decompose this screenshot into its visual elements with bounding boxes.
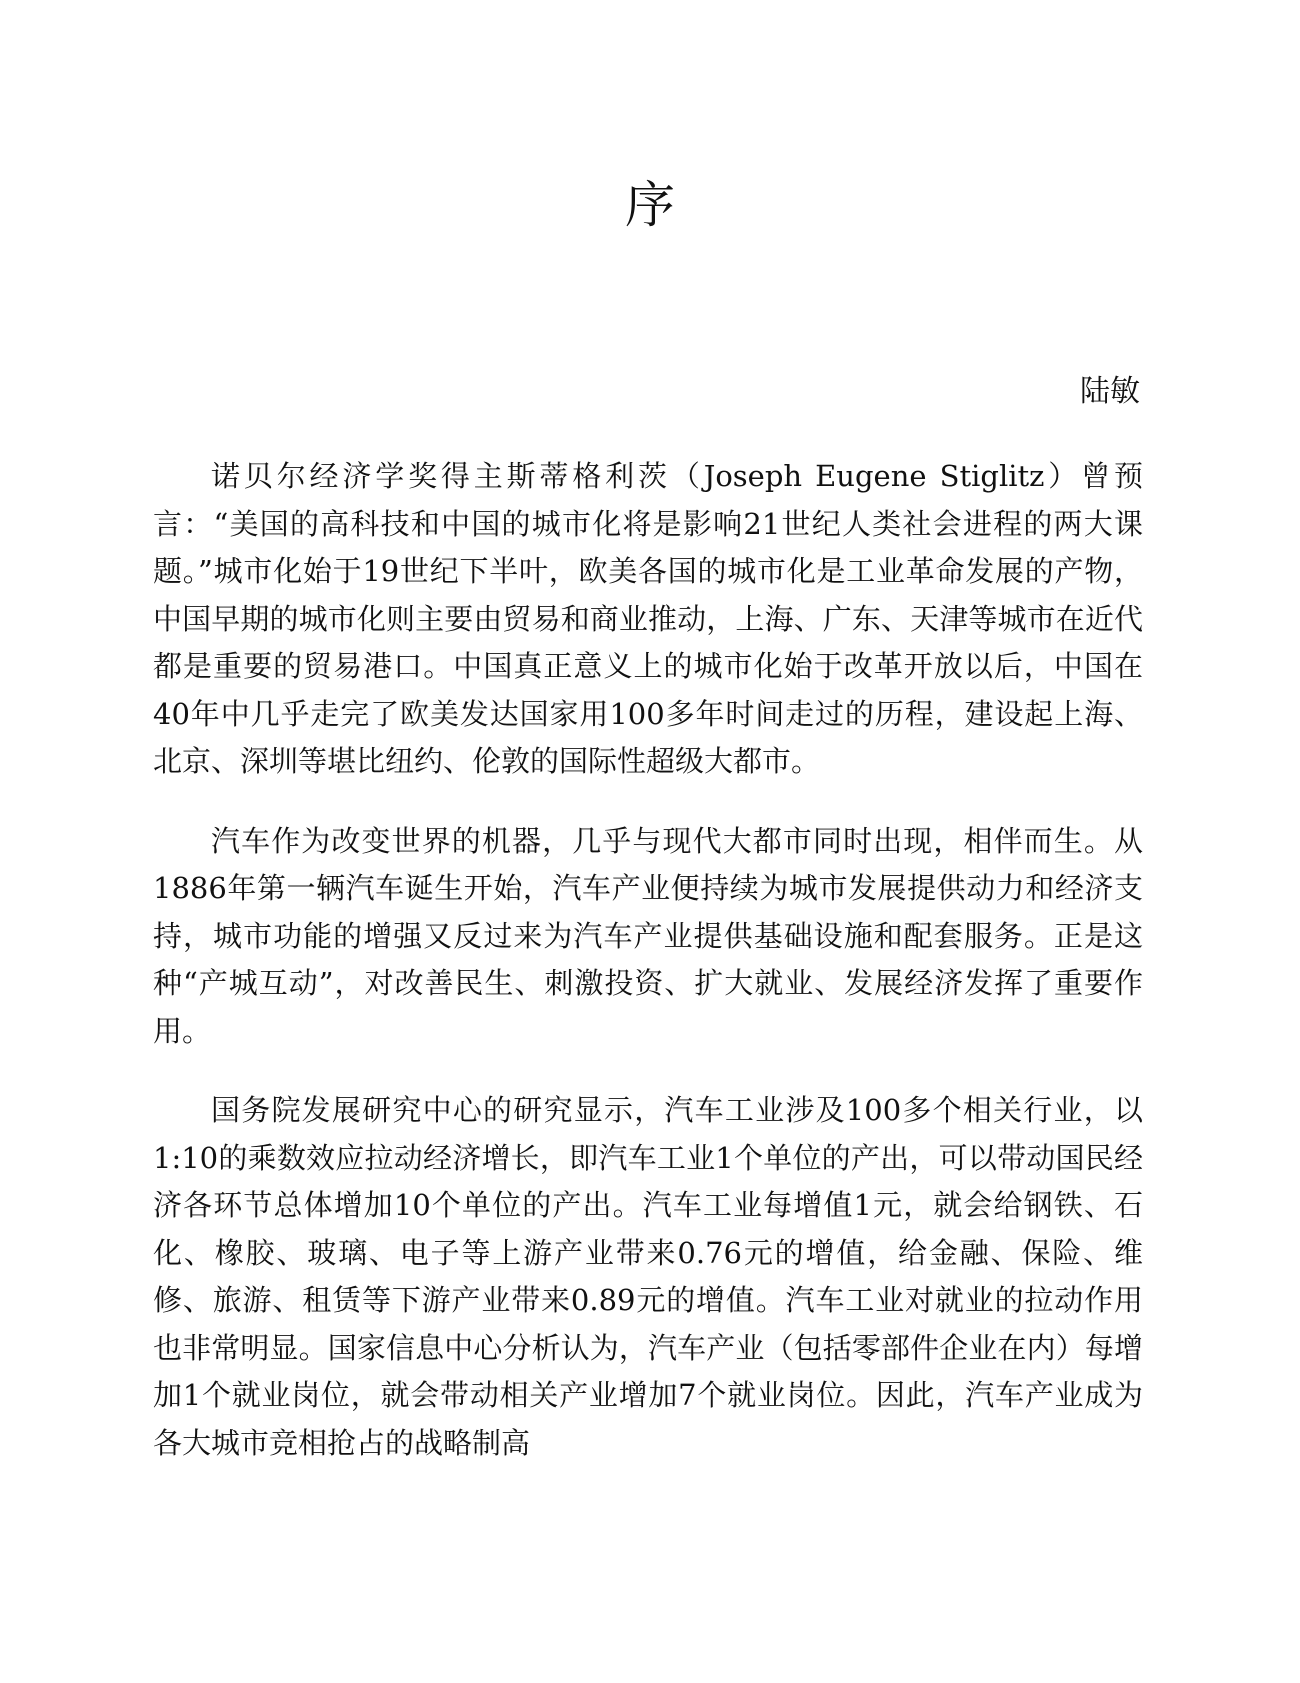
author-name: 陆敏 [1080, 374, 1140, 409]
paragraph-2: 汽车作为改变世界的机器，几乎与现代大都市同时出现，相伴而生。从1886年第一辆汽车诞生开始，汽车产业便持续为城市发展提供动力和经济支持，城市功能的增强又反过来为汽车产业提供基础设施和配套服务。正是这种“产城互动”，对改善民生、刺激投资、扩大就业、发展经济发挥了重要作用。 [153, 823, 1143, 1048]
body-text [153, 453, 1143, 1499]
paragraph-1: 诺贝尔经济学奖得主斯蒂格利茨（Joseph Eugene Stiglitz）曾预言：“美国的高科技和中国的城市化将是影响21世纪人类社会进程的两大课题。”城市化始于19世纪下半叶，欧美各国的城市化是工业革命发展的产物，中国早期的城市化则主要由贸易和商业推动，上海、广东、天津等城市在近代都是重要的贸易港口。中国真正意义上的城市化始于改革开放以后，中国在40年中几乎走完了欧美发达国家用100多年时间走过的历程，建设起上海、北京、深圳等堪比纽约、伦敦的国际性超级大都市。 [153, 459, 1143, 778]
page-title: 序 [625, 176, 675, 234]
paragraph-3: 国务院发展研究中心的研究显示，汽车工业涉及100多个相关行业，以1:10的乘数效应拉动经济增长，即汽车工业1个单位的产出，可以带动国民经济各环节总体增加10个单位的产出。汽车工业每增值1元，就会给钢铁、石化、橡胶、玻璃、电子等上游产业带来0.76元的增值，给金融、保险、维修、旅游、租赁等下游产业带来0.89元的增值。汽车工业对就业的拉动作用也非常明显。国家信息中心分析认为，汽车产业（包括零部件企业在内）每增加1个就业岗位，就会带动相关产业增加7个就业岗位。因此，汽车产业成为各大城市竞相抢占的战略制高 [153, 1093, 1143, 1460]
